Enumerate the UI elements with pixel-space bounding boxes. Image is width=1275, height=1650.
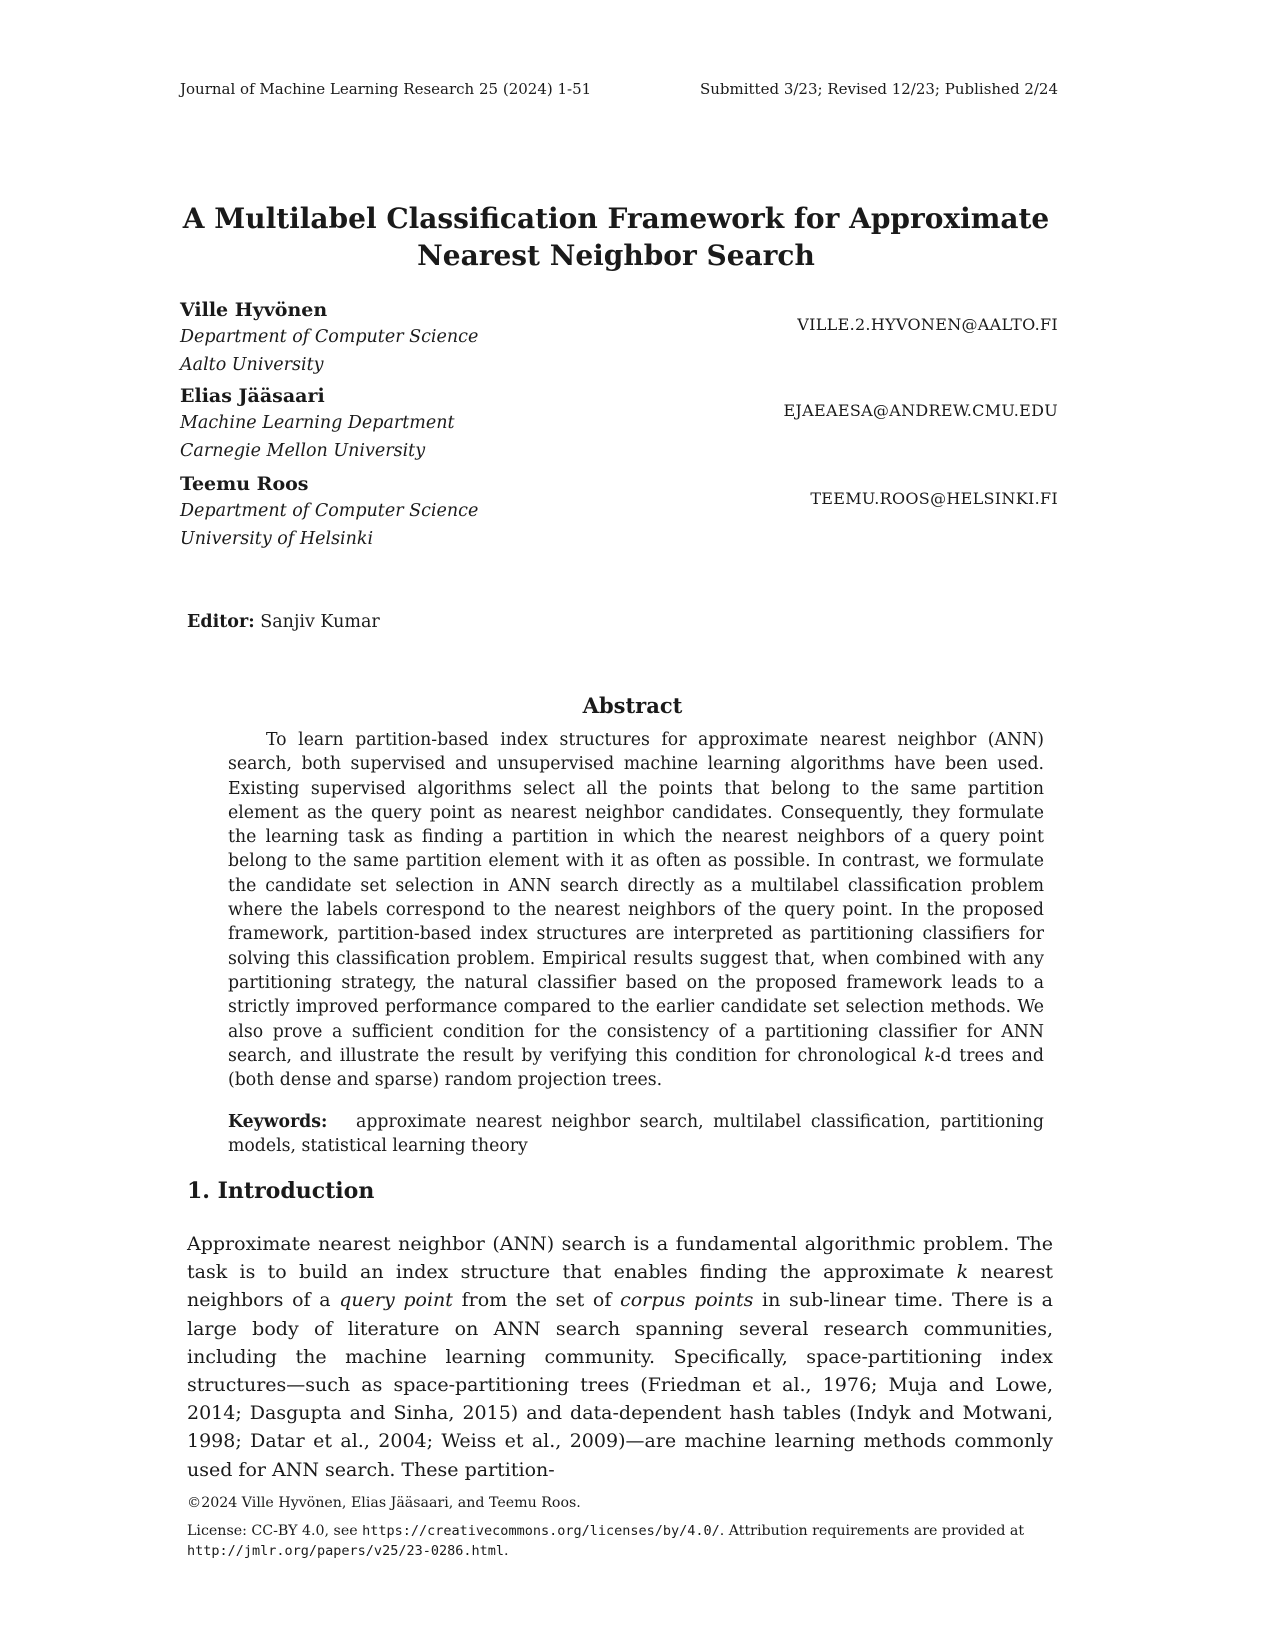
author-block-3 — [180, 473, 478, 553]
author-email[interactable]: TEEMU.ROOS@HELSINKI.FI — [810, 489, 1058, 508]
abstract-k-variable: k — [924, 1045, 935, 1066]
abstract-heading: Abstract — [582, 693, 683, 718]
keywords-text: approximate nearest neighbor search, multilabel classification, partitioning models, statistical learning theory — [228, 1112, 1044, 1157]
introduction-paragraph — [187, 1230, 1053, 1484]
author-email[interactable]: VILLE.2.HYVONEN@AALTO.FI — [797, 315, 1058, 334]
author-university: Aalto University — [180, 355, 324, 375]
editor-name: Sanjiv Kumar — [260, 612, 380, 632]
author-name: Teemu Roos — [180, 473, 309, 495]
license-text: . — [503, 1543, 509, 1559]
author-department: Department of Computer Science — [180, 327, 479, 347]
copyright-notice: ©2024 Ville Hyvönen, Elias Jääsaari, and Teemu Roos. — [187, 1495, 581, 1511]
journal-header: Journal of Machine Learning Research 25 (2024) 1-51 — [180, 80, 592, 98]
author-name: Ville Hyvönen — [180, 299, 328, 321]
license-text: . Attribution requirements are provided at — [719, 1523, 1025, 1539]
section-title: Introduction — [217, 1178, 375, 1204]
author-university: Carnegie Mellon University — [180, 441, 426, 461]
intro-text: in sub-linear time. There is a large body of literature on ANN search spanning several research communities, including the machine learning community. Specifically, space-partitioning index structures—such as space-partitioning trees (Friedman et al., 1976; Muja and Lowe, 2014; Dasgupta and Sinha, 2015) and data-dependent hash tables (Indyk and Motwani, 1998; Datar et al., 2004; Weiss et al., 2009)—are machine learning methods commonly used for ANN search. These partition- — [187, 1289, 1053, 1481]
editor-label: Editor: — [187, 612, 255, 632]
author-department: Department of Computer Science — [180, 501, 479, 521]
license-text: License: CC-BY 4.0, see — [187, 1523, 363, 1539]
intro-text: Approximate nearest neighbor (ANN) search is a fundamental algorithmic problem. The task is to build an index structure that enables finding the approximate — [187, 1233, 1053, 1284]
paper-title — [180, 200, 1052, 274]
paper-link[interactable]: http://jmlr.org/papers/v25/23-0286.html — [187, 1543, 504, 1559]
intro-text: from the set of — [452, 1289, 621, 1312]
intro-k-variable: k — [956, 1261, 969, 1284]
author-department: Machine Learning Department — [180, 413, 455, 433]
abstract-body-end: -d trees and (both dense and sparse) random projection trees. — [228, 1045, 1044, 1091]
license-link[interactable]: https://creativecommons.org/licenses/by/4.0/ — [362, 1523, 720, 1539]
paper-title-line2: Nearest Neighbor Search — [417, 239, 815, 272]
keywords-label: Keywords: — [228, 1112, 328, 1132]
abstract-body: To learn partition-based index structures for approximate nearest neighbor (ANN) search, both supervised and unsupervised machine learning algorithms have been used. Existing supervised algorithms select all the points that belong to the same partition element as the query point as nearest neighbor candidates. Consequently, they formulate the learning task as finding a partition in which the nearest neighbors of a query point belong to the same partition element with it as often as possible. In contrast, we formulate the candidate set selection in ANN search directly as a multilabel classification problem where the labels correspond to the nearest neighbors of the query point. In the proposed framework, partition-based index structures are interpreted as partitioning classifiers for solving this classification problem. Empirical results suggest that, when combined with any partitioning strategy, the natural classifier based on the proposed framework leads to a strictly improved performance compared to the earlier candidate set selection methods. We also prove a sufficient condition for the consistency of a partitioning classifier for ANN search, and illustrate the result by verifying this condition for chronological — [228, 730, 1044, 1066]
license-notice — [187, 1521, 1053, 1561]
section-heading — [187, 1178, 374, 1204]
author-block-2 — [180, 385, 455, 465]
submission-dates: Submitted 3/23; Revised 12/23; Published 2/24 — [699, 80, 1058, 98]
author-block-1 — [180, 299, 478, 379]
keywords — [228, 1110, 1044, 1159]
intro-emphasis: corpus points — [620, 1289, 754, 1312]
author-name: Elias Jääsaari — [180, 385, 325, 407]
abstract-text — [228, 728, 1044, 1092]
author-university: University of Helsinki — [180, 529, 374, 549]
editor-line — [187, 612, 380, 632]
intro-emphasis: query point — [339, 1289, 453, 1312]
section-number: 1. — [187, 1178, 210, 1204]
intro-text: nearest neighbors of a — [187, 1261, 1053, 1312]
author-email[interactable]: EJAEAESA@ANDREW.CMU.EDU — [783, 401, 1058, 420]
paper-title-line1: A Multilabel Classification Framework for Approximate — [182, 202, 1050, 235]
